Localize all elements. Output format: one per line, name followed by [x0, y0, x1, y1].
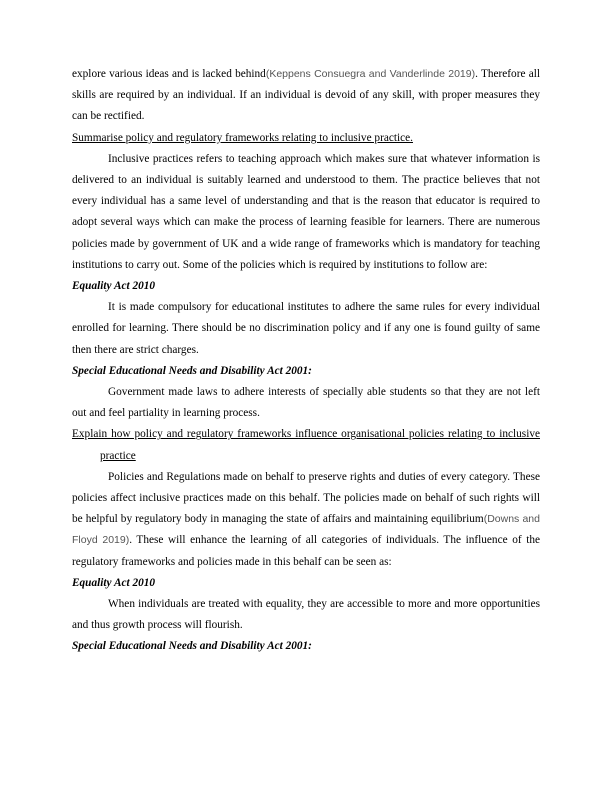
citation: (Downs and Floyd 2019) [72, 513, 540, 547]
subheading-equality-act: Equality Act 2010 [72, 576, 156, 589]
paragraph-continuation [72, 64, 540, 128]
section-heading-summarise: Summarise policy and regulatory frameworks relating to inclusive practice. [72, 131, 413, 144]
section-intro-paragraph: Inclusive practices refers to teaching approach which makes sure that whatever information is delivered to an individual is suitably learned and understood to them. The practice believes that not every individual has a same level of understanding and that is the reason that educator is required to adopt several ways which can make the process of learning feasible for learners. There are numerous policies made by government of UK and a wide range of frameworks which is mandatory for teaching institutions to carry out. Some of the policies which is required by institutions to follow are: [72, 152, 540, 271]
subheading-send-act: Special Educational Needs and Disability Act 2001: [72, 364, 312, 377]
subheading-send-act: Special Educational Needs and Disability Act 2001: [72, 640, 312, 653]
document-page [72, 64, 540, 658]
section-intro-paragraph [72, 467, 540, 573]
paragraph-text: explore various ideas and is lacked behind [72, 68, 266, 80]
paragraph-text: . Therefore all skills are required by an individual. If an individual is devoid of any skill, with proper measures they can be rectified. [72, 68, 540, 123]
paragraph-text: Policies and Regulations made on behalf to preserve rights and duties of every category. These policies affect inclusive practices made on this behalf. The policies made on behalf of such rights will be helpful by regulatory body in managing the state of affairs and maintaining equilibrium [72, 470, 540, 526]
section-heading-explain: Explain how policy and regulatory frameworks influence organisational policies relating to inclusive practice [72, 428, 540, 462]
citation: (Keppens Consuegra and Vanderlinde 2019) [265, 68, 476, 80]
equality-act-paragraph: When individuals are treated with equality, they are accessible to more and more opportunities and thus growth process will flourish. [72, 598, 540, 632]
subheading-equality-act: Equality Act 2010 [72, 280, 156, 293]
send-act-paragraph: Government made laws to adhere interests of specially able students so that they are not left out and feel partiality in learning process. [72, 386, 540, 420]
paragraph-text: . These will enhance the learning of all categories of individuals. The influence of the regulatory frameworks and policies made in this behalf can be seen as: [72, 534, 540, 568]
equality-act-paragraph: It is made compulsory for educational institutes to adhere the same rules for every individual enrolled for learning. There should be no discrimination policy and if any one is found guilty of same then there are strict charges. [72, 301, 540, 356]
